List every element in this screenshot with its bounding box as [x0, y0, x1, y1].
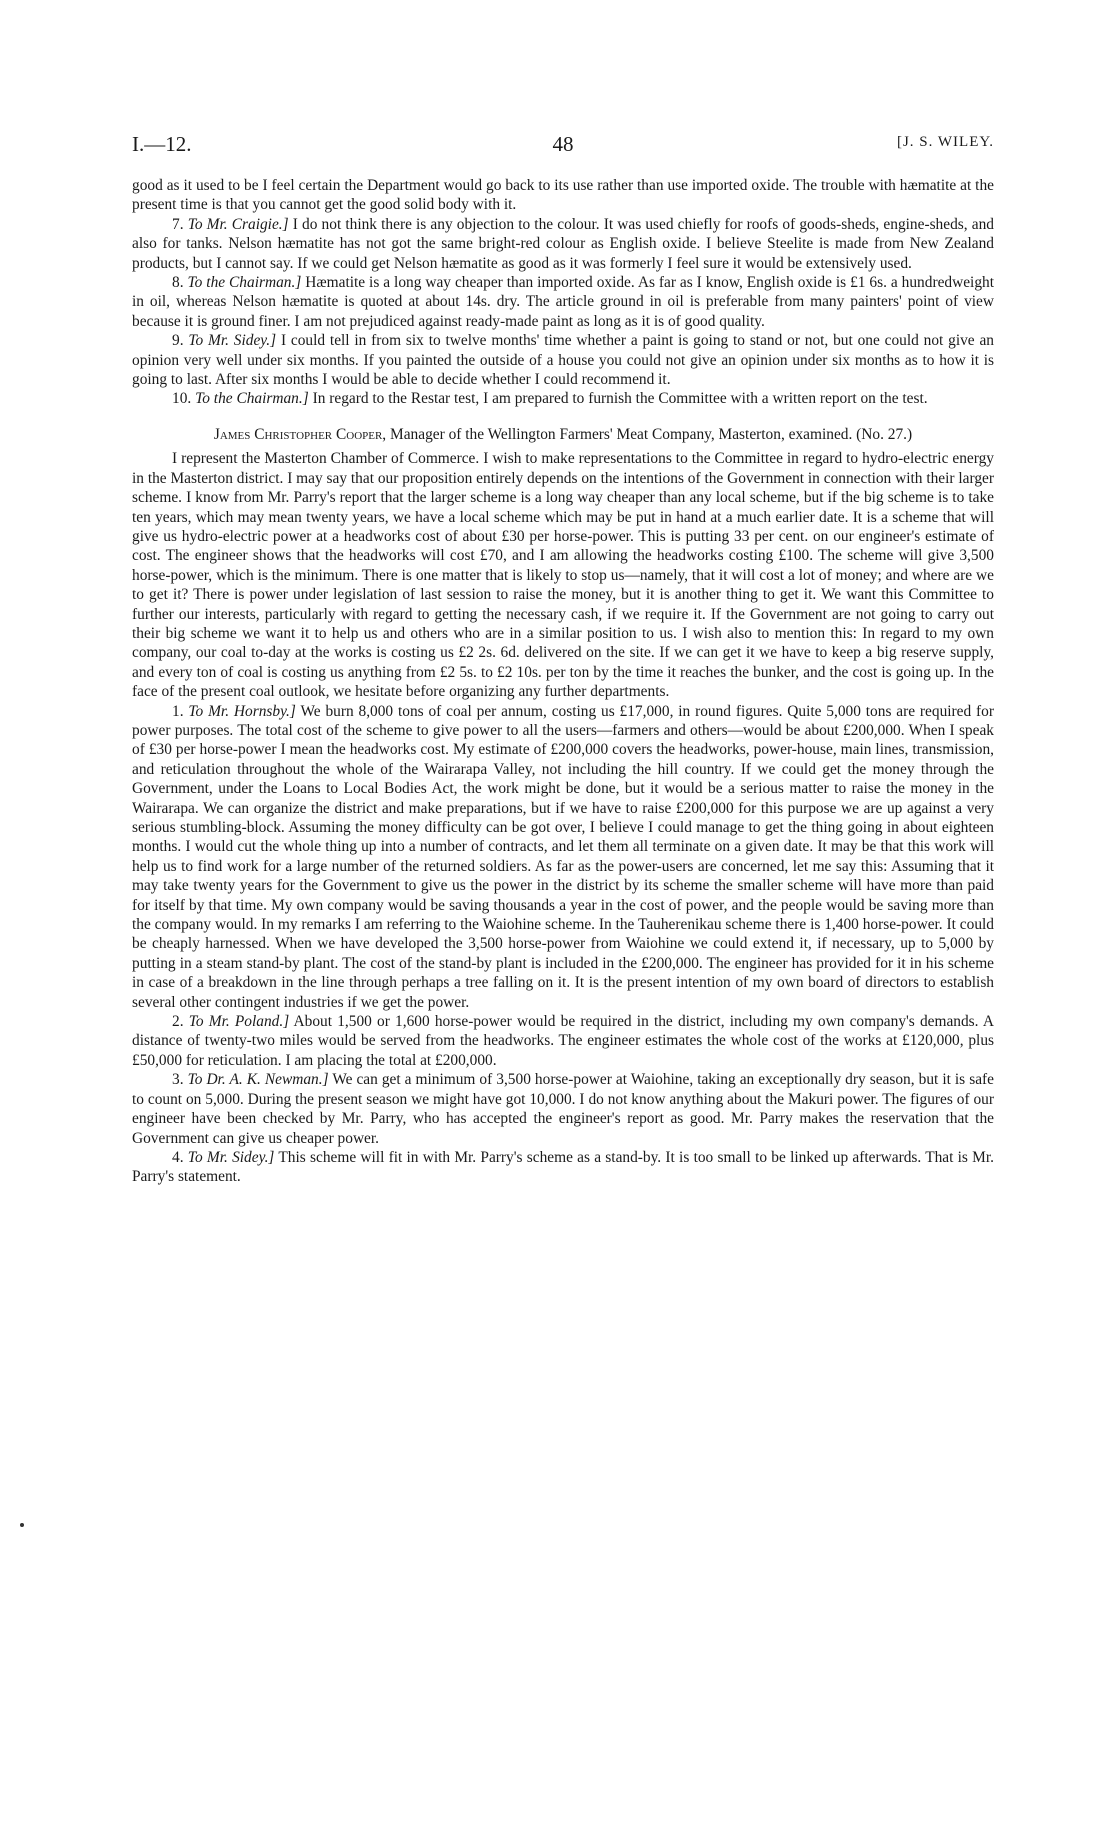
witness-name: James Christopher Cooper,: [213, 425, 387, 443]
answer-text: I do not think there is any objection to the colour. It was used chiefly for roofs of goods-sheds, engine-sheds, and also for tanks. Nelson hæmatite has not got the same bright-red colour as English oxide. I believe Steelite is made from New Zealand products, but I cannot say. If we could get Nelson hæmatite as good as it was formerly I feel sure it would be extensively used.: [132, 215, 994, 272]
body-text: [132, 176, 994, 1187]
running-head: [132, 128, 994, 162]
answer-number: 2.: [172, 1013, 184, 1031]
answer-paragraph: [132, 702, 994, 1013]
answer-addressee: To the Chairman.]: [187, 274, 302, 292]
answer-number: 7.: [172, 215, 184, 233]
answer-addressee: To Mr. Craigie.]: [187, 215, 289, 233]
document-page: [132, 128, 994, 1187]
answer-text: We burn 8,000 tons of coal per annum, costing us £17,000, in round figures. Quite 5,000 tons are required for power purposes. The total cost of the scheme to give power to all the users—farmers and others—would be about £200,000. When I speak of £30 per horse-power I mean the headworks cost. My estimate of £200,000 covers the headworks, power-house, main lines, transmission, and reticulation throughout the whole of the Wairarapa Valley, not including the hill country. If we could get the money through the Government, under the Loans to Local Bodies Act, the work might be done, but it would be a serious matter to raise the money in the Wairarapa. We can organize the district and make preparations, but if we have to raise £200,000 for this purpose we are up against a very serious stumbling-block. Assuming the money difficulty can be got over, I believe I could manage to get the thing going in about eighteen months. I would cut the whole thing up into a number of contracts, and let them all terminate on a given date. It may be that this work will help us to find work for a large number of the returned soldiers. As far as the power-users are concerned, let me say this: Assuming that it may take twenty years for the Government to give us the power in the district by its scheme the smaller scheme will have more than paid for itself by that time. My own company would be saving thousands a year in the cost of power, and the people would be saving more than the company would. In my remarks I am referring to the Waiohine scheme. In the Tauherenikau scheme there is 1,400 horse-power. It could be cheaply harnessed. When we have developed the 3,500 horse-power from Waiohine we could extend it, if necessary, up to 5,000 by putting in a steam stand-by plant. The cost of the stand-by plant is included in the £200,000. The engineer has provided for it in his scheme in case of a breakdown in the line through perhaps a tree falling on it. It is the present intention of my own board of directors to establish several other contingent industries if we get the power.: [132, 702, 994, 1011]
paper-reference: I.—12.: [132, 132, 192, 156]
answer-number: 3.: [172, 1071, 184, 1089]
answer-addressee: To Mr. Hornsby.]: [188, 702, 296, 720]
witness-description: Manager of the Wellington Farmers' Meat Company, Masterton, examined. (No. 27.): [390, 425, 913, 443]
answer-addressee: To Mr. Sidey.]: [187, 1148, 275, 1166]
scan-speck: [20, 1523, 24, 1527]
answer-number: 1.: [172, 702, 184, 720]
page-number: 48: [552, 132, 574, 156]
answer-addressee: To Dr. A. K. Newman.]: [187, 1071, 329, 1089]
answer-paragraph: [132, 1012, 994, 1070]
answer-paragraph: [132, 1070, 994, 1148]
answer-text: I could tell in from six to twelve months' time whether a paint is going to stand or not, but one could not give an opinion very well under six months. If you painted the outside of a house you could not give an opinion under six months as to how it is going to last. After six months I would be able to decide whether I could recommend it.: [132, 332, 994, 389]
answer-number: 8.: [172, 274, 184, 292]
answer-paragraph: [132, 331, 994, 389]
answer-number: 9.: [172, 332, 184, 350]
answer-paragraph: [132, 389, 994, 408]
continued-paragraph: good as it used to be I feel certain the Department would go back to its use rather than use imported oxide. The trouble with hæmatite at the present time is that you cannot get the good solid body with it.: [132, 177, 994, 214]
answer-text: This scheme will fit in with Mr. Parry's scheme as a stand-by. It is too small to be linked up afterwards. That is Mr. Parry's statement.: [132, 1148, 994, 1186]
answer-addressee: To Mr. Poland.]: [188, 1013, 290, 1031]
answer-addressee: To Mr. Sidey.]: [188, 332, 277, 350]
witness-heading: [132, 425, 994, 444]
answer-paragraph: [132, 215, 994, 273]
answer-paragraph: [132, 1148, 994, 1187]
answer-number: 4.: [172, 1148, 184, 1166]
answer-text: We can get a minimum of 3,500 horse-power at Waiohine, taking an exceptionally dry season, but it is safe to count on 5,000. During the present season we might have got 10,000. I do not know anything about the Makuri power. The figures of our engineer have been checked by Mr. Parry, who has accepted the engineer's report as good. Mr. Parry makes the reservation that the Government can give us cheaper power.: [132, 1071, 994, 1147]
answer-addressee: To the Chairman.]: [195, 390, 309, 408]
witness-running-title: [J. S. WILEY.: [896, 134, 994, 150]
answer-text: Hæmatite is a long way cheaper than imported oxide. As far as I know, English oxide is £1 6s. a hundredweight in oil, whereas Nelson hæmatite is quoted at about 14s. dry. The article ground in oil is preferable from many painters' point of view because it is ground finer. I am not prejudiced against ready-made paint as long as it is of good quality.: [132, 274, 994, 330]
answer-text: In regard to the Restar test, I am prepared to furnish the Committee with a written report on the test.: [312, 390, 928, 408]
statement-paragraph: I represent the Masterton Chamber of Commerce. I wish to make representations to the Committee in regard to hydro-electric energy in the Masterton district. I may say that our proposition entirely depends on the intentions of the Government in connection with their larger scheme. I know from Mr. Parry's report that the larger scheme is a long way cheaper than any local scheme, but if the big scheme is to take ten years, which may mean twenty years, we have a local scheme which may be put in hand at a much earlier date. It is a scheme that will give us hydro-electric power at a headworks cost of about £30 per horse-power. This is putting 33 per cent. on our engineer's estimate of cost. The engineer shows that the headworks will cost £70, and I am allowing the headworks costing £100. The scheme will give 3,500 horse-power, which is the minimum. There is one matter that is likely to stop us—namely, that it will cost a lot of money; and where are we to get it? There is power under legislation of last session to raise the money, but it is another thing to get it. We want this Committee to further our interests, particularly with regard to getting the necessary cash, if we require it. If the Government are not going to carry out their big scheme we want it to help us and others who are in a similar position to us. I wish also to mention this: In regard to my own company, our coal to-day at the works is costing us £2 2s. 6d. delivered on the site. If we can get it we have to keep a big reserve supply, and every ton of coal is costing us anything from £2 5s. to £2 10s. per ton by the time it reaches the bunker, and the cost is going up. In the face of the present coal outlook, we hesitate before organizing any further departments.: [132, 450, 994, 701]
answer-text: About 1,500 or 1,600 horse-power would be required in the district, including my own company's demands. A distance of twenty-two miles would be served from the headworks. The engineer estimates the whole cost of the works at £120,000, plus £50,000 for reticulation. I am placing the total at £200,000.: [132, 1013, 994, 1069]
answer-paragraph: [132, 273, 994, 331]
answer-number: 10.: [172, 390, 192, 408]
